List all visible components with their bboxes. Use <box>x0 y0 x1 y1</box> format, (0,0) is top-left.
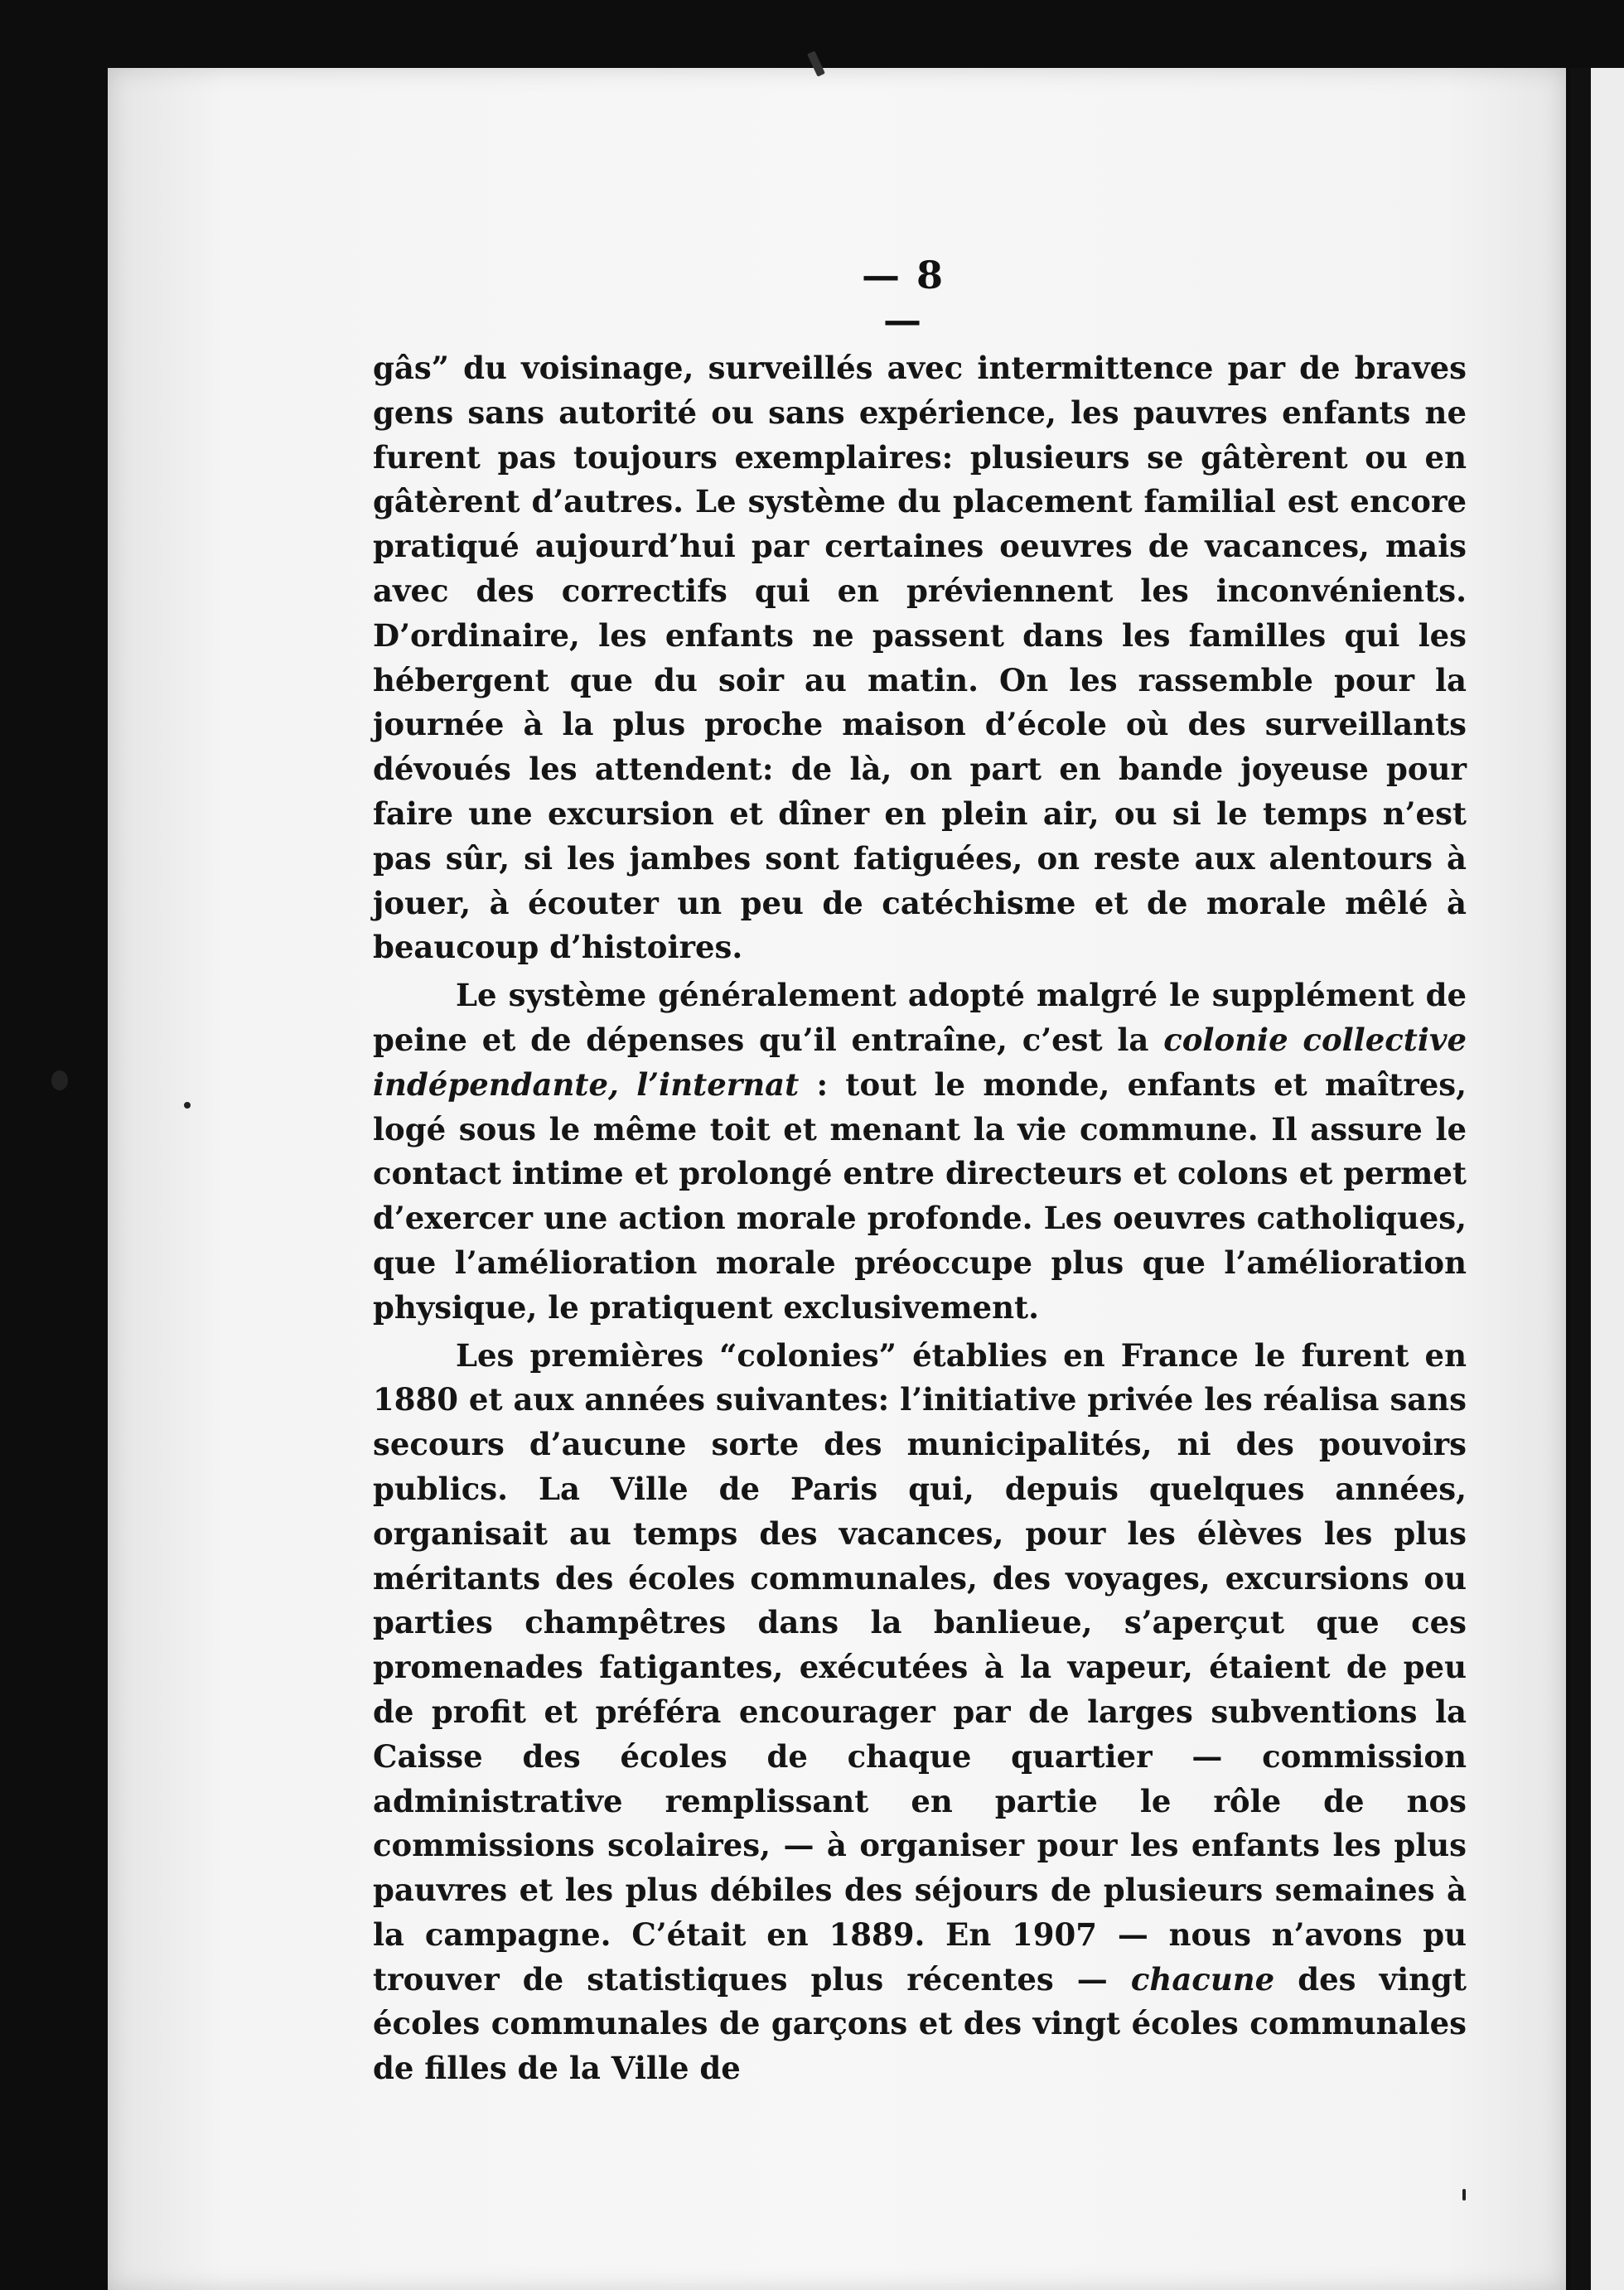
italic-text: chacune <box>1130 1960 1275 1998</box>
italic-text: colonie collective indépendante, l’internat <box>373 1021 1467 1103</box>
text-run: des vingt écoles communales de garçons et des vingt écoles communales de filles de la Ville de <box>373 1960 1467 2087</box>
paragraph <box>373 346 1467 970</box>
paragraph <box>373 1334 1467 2092</box>
scan-speck <box>51 1070 68 1090</box>
text-run: Le système généralement adopté malgré le supplément de peine et de dépenses qu’il entraîne, c’est la <box>373 977 1467 1058</box>
body-text <box>373 346 1467 2091</box>
scan-speck <box>184 1102 191 1109</box>
scan-border <box>1570 68 1591 2290</box>
paragraph <box>373 973 1467 1330</box>
text-run: Les premières “colonies” établies en France le furent en 1880 et aux années suivantes: l’initiative privée les réalisa sans secours d’aucune sorte des municipalités, ni des pouvoirs publics. La Ville de Paris qui, depuis quelques années, organisait au temps des vacances, pour les élèves les plus méritants des écoles communales, des voyages, excursions ou parties champêtres dans la banlieue, s’aperçut que ces promenades fatigantes, exécutées à la vapeur, étaient de peu de profit et préféra encourager par de larges subventions la Caisse des écoles de chaque quartier — commission administrative remplissant en partie le rôle de nos commissions scolaires, — à organiser pour les enfants les plus pauvres et les plus débiles des séjours de plusieurs semaines à la campagne. C’était en 1889. En 1907 — nous n’avons pu trouver de statistiques plus récentes — <box>373 1336 1467 1998</box>
text-run: gâs” du voisinage, surveillés avec intermittence par de braves gens sans autorité ou sans expérience, les pauvres enfants ne furent pas toujours exemplaires: plusieurs se gâtèrent ou en gâtèrent d’autres. Le système du placement familial est encore pratiqué aujourd’hui par certaines oeuvres de vacances, mais avec des correctifs qui en préviennent les inconvénients. D’ordinaire, les enfants ne passent dans les familles qui les hébergent que du soir au matin. On les rassemble pour la journée à la plus proche maison d’école où des surveillants dévoués les attendent: de là, on part en bande joyeuse pour faire une excursion et dîner en plein air, ou si le temps n’est pas sûr, si les jambes sont fatiguées, on reste aux alentours à jouer, à écouter un peu de catéchisme et de morale mêlé à beaucoup d’histoires. <box>373 350 1467 966</box>
text-run: : tout le monde, enfants et maîtres, logé sous le même toit et menant la vie commune. Il assure le contact intime et prolongé entre directeurs et colons et permet d’exercer une action morale profonde. Les oeuvres catholiques, que l’amélioration morale préoccupe plus que l’amélioration physique, le pratiquent exclusivement. <box>373 1065 1467 1326</box>
adjacent-page-edge <box>1591 68 1624 2290</box>
scan-speck <box>1462 2189 1466 2201</box>
page-number: — 8 — <box>861 253 945 342</box>
